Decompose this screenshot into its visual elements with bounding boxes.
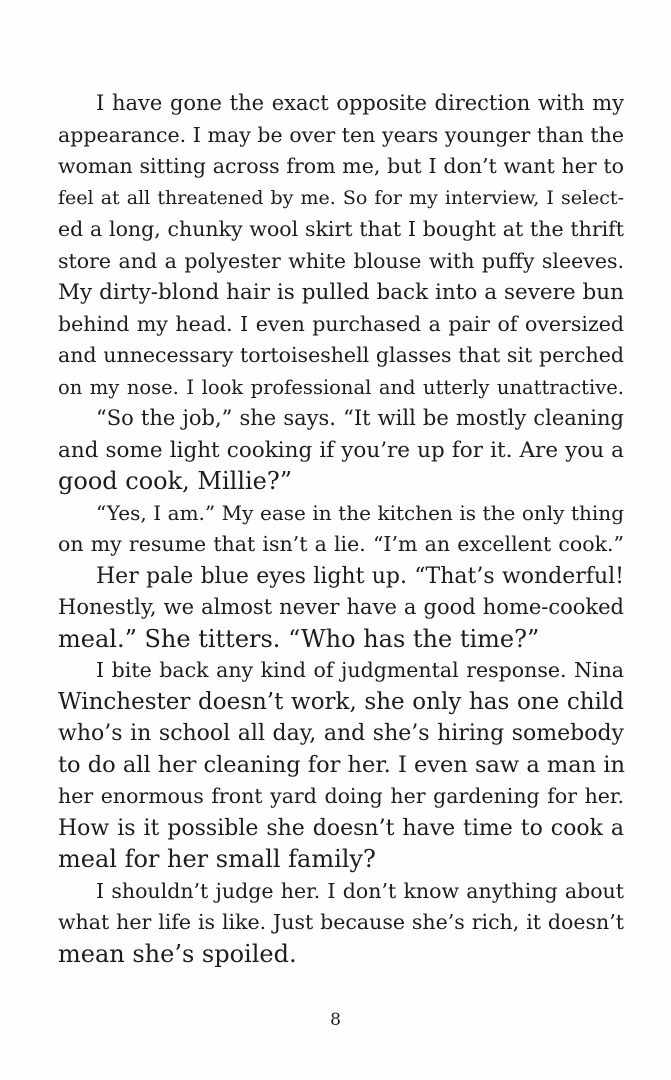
text-line: meal for her small family?	[58, 845, 376, 873]
text-line: on my resume that isn’t a lie. “I’m an excellent cook.”	[58, 532, 624, 556]
paragraph	[58, 403, 624, 498]
text-line: Winchester doesn’t work, she only has one child	[58, 688, 624, 715]
text-line: woman sitting across from me, but I don’t want her to	[58, 154, 624, 178]
body-text	[58, 88, 624, 970]
text-line: to do all her cleaning for her. I even saw a man in	[58, 751, 625, 778]
text-line: on my nose. I look professional and utterly unattractive.	[58, 375, 624, 399]
text-line: behind my head. I even purchased a pair of oversized	[58, 311, 624, 336]
text-line: I have gone the exact opposite direction with my	[96, 91, 624, 115]
text-line: feel at all threatened by me. So for my interview, I select-	[58, 186, 624, 209]
paragraph	[58, 876, 624, 971]
text-line: Honestly, we almost never have a good home-cooked	[58, 595, 624, 619]
paragraph	[58, 498, 624, 561]
text-line: who’s in school all day, and she’s hiring somebody	[58, 721, 624, 746]
paragraph	[58, 655, 624, 876]
text-line: ed a long, chunky wool skirt that I bought at the thrift	[58, 217, 624, 241]
text-line: I bite back any kind of judgmental response. Nina	[96, 658, 624, 682]
text-line: and some light cooking if you’re up for it. Are you a	[58, 437, 624, 463]
page-number: 8	[330, 1010, 341, 1030]
text-line: Her pale blue eyes light up. “That’s wonderful!	[96, 563, 624, 589]
text-line: mean she’s spoiled.	[58, 939, 297, 968]
text-line: her enormous front yard doing her gardening for her.	[58, 784, 624, 808]
text-line: I shouldn’t judge her. I don’t know anything about	[96, 878, 624, 903]
text-line: “So the job,” she says. “It will be mostly cleaning	[96, 406, 624, 430]
text-line: store and a polyester white blouse with puffy sleeves.	[58, 248, 624, 273]
text-line: good cook, Millie?”	[58, 467, 293, 495]
text-line: meal.” She titters. “Who has the time?”	[58, 624, 540, 653]
paragraph	[58, 561, 624, 656]
text-line: appearance. I may be over ten years younger than the	[58, 122, 624, 147]
paragraph	[58, 88, 624, 403]
text-line: “Yes, I am.” My ease in the kitchen is the only thing	[96, 500, 624, 525]
text-line: and unnecessary tortoiseshell glasses that sit perched	[58, 343, 624, 367]
text-line: How is it possible she doesn’t have time to cook a	[58, 815, 624, 841]
text-line: My dirty-blond hair is pulled back into a severe bun	[58, 280, 624, 305]
text-line: what her life is like. Just because she’s rich, it doesn’t	[58, 910, 624, 934]
